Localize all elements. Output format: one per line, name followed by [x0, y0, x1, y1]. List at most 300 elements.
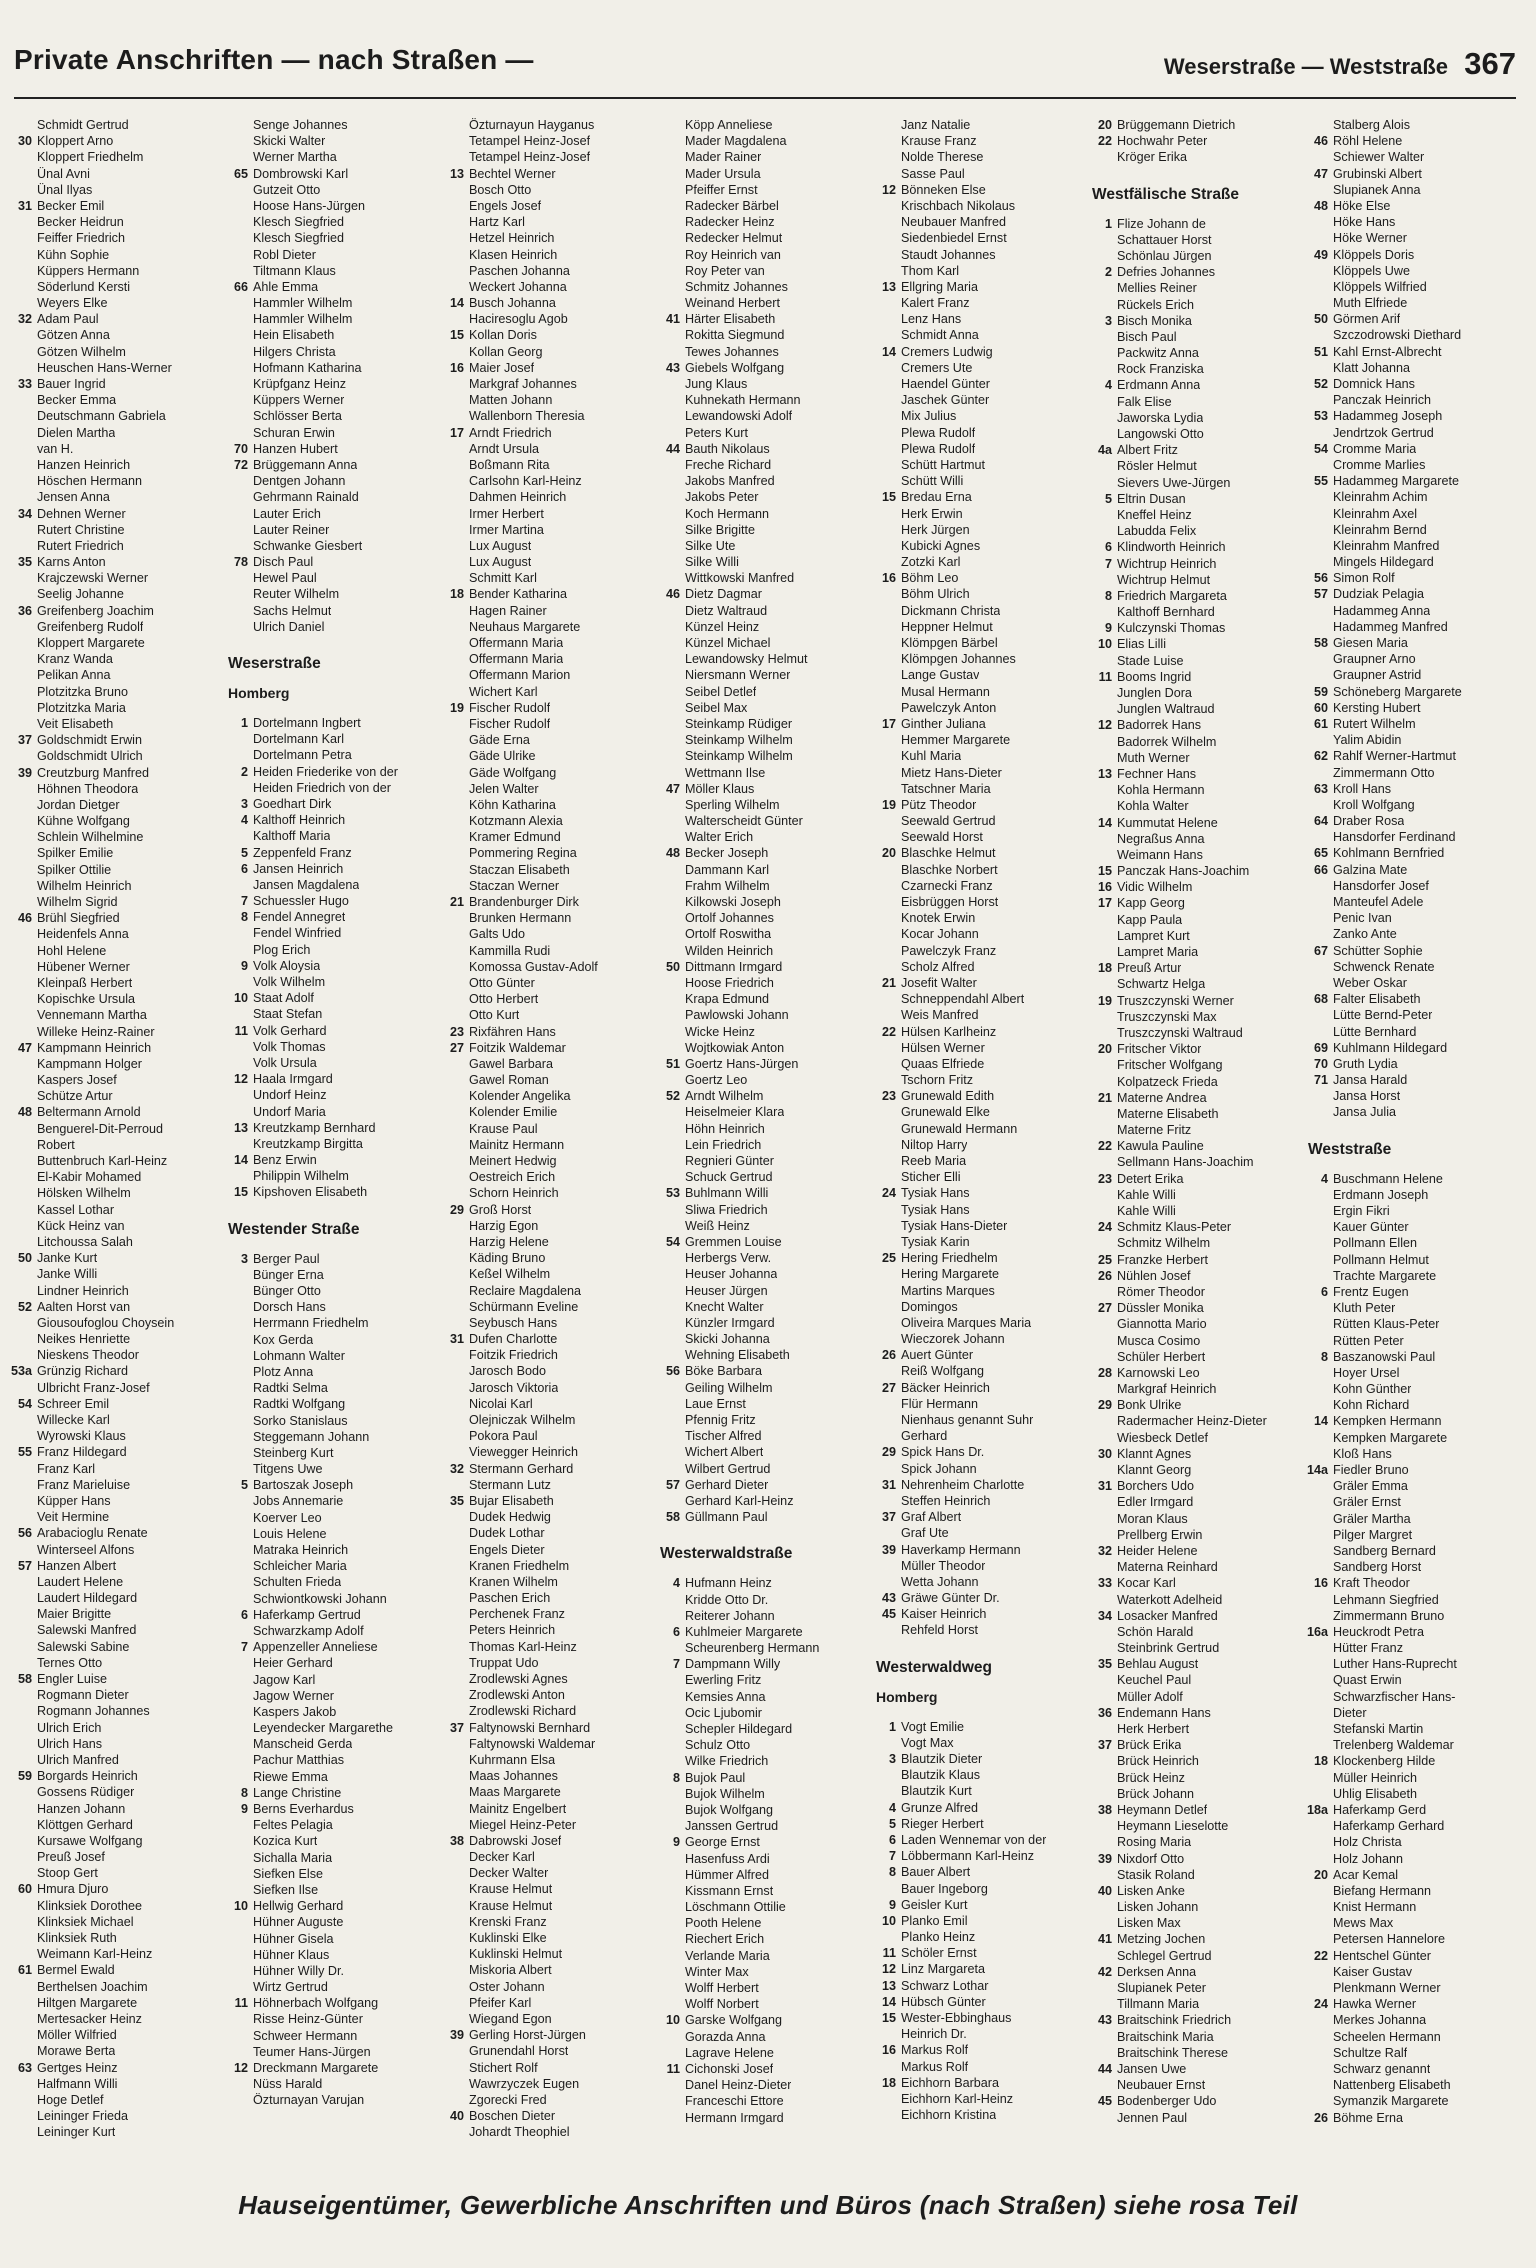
resident-name: Matten Johann	[469, 393, 553, 408]
address-entry	[874, 991, 1086, 1007]
resident-name: Kneffel Heinz	[1117, 507, 1192, 522]
house-number: 11	[234, 1023, 248, 1038]
resident-name: Bujok Wolfgang	[685, 1802, 773, 1817]
address-entry	[658, 425, 870, 441]
resident-name: Ulrich Hans	[37, 1736, 103, 1751]
address-entry	[874, 133, 1086, 149]
resident-name: Wettmann Ilse	[685, 765, 766, 780]
resident-name: Rütten Peter	[1333, 1333, 1404, 1348]
resident-name: Hölsken Wilhelm	[37, 1186, 131, 1201]
house-number: 31	[881, 1477, 896, 1492]
resident-name: Siefken Ilse	[253, 1882, 319, 1897]
house-number	[442, 991, 469, 1007]
house-number	[658, 1689, 685, 1705]
house-number	[1090, 1899, 1117, 1915]
resident-name: Disch Paul	[253, 555, 314, 570]
house-number	[874, 603, 901, 619]
house-number	[1090, 1349, 1117, 1365]
house-number: 29	[881, 1445, 896, 1460]
address-entry	[226, 1591, 438, 1607]
address-entry	[1090, 1316, 1302, 1332]
address-entry	[1306, 214, 1518, 230]
resident-name: Küppers Werner	[253, 393, 345, 408]
house-number	[10, 1266, 37, 1282]
address-entry	[10, 311, 222, 327]
house-number: 18a	[1306, 1802, 1328, 1817]
address-entry	[442, 1218, 654, 1234]
house-number	[874, 1040, 901, 1056]
address-entry	[226, 942, 438, 958]
house-number: 53	[1313, 409, 1328, 424]
address-entry	[10, 1898, 222, 1914]
house-number	[874, 1153, 901, 1169]
house-number	[658, 1851, 685, 1867]
house-number: 22	[1097, 1139, 1112, 1154]
address-entry	[442, 2011, 654, 2027]
house-number	[658, 1672, 685, 1688]
address-entry	[1090, 1834, 1302, 1850]
resident-name: Miegel Heinz-Peter	[469, 1817, 577, 1832]
house-number	[10, 570, 37, 586]
address-entry	[442, 1720, 654, 1736]
resident-name: Kempken Hermann	[1333, 1414, 1442, 1429]
address-entry	[1306, 1964, 1518, 1980]
resident-name: Badorrek Wilhelm	[1117, 734, 1217, 749]
house-number	[658, 1980, 685, 1996]
house-number	[442, 1266, 469, 1282]
resident-name: Arndt Wilhelm	[685, 1089, 764, 1104]
resident-name: Kassel Lothar	[37, 1202, 115, 1217]
address-entry	[442, 311, 654, 327]
resident-name: Kursawe Wolfgang	[37, 1833, 143, 1848]
house-number	[1306, 732, 1333, 748]
resident-name: Morawe Berta	[37, 2044, 116, 2059]
house-number: 14	[1097, 815, 1112, 830]
resident-name: Eichhorn Karl-Heinz	[901, 2091, 1013, 2106]
house-number: 57	[1313, 587, 1328, 602]
resident-name: Zeppenfeld Franz	[253, 845, 352, 860]
address-entry	[874, 1056, 1086, 1072]
resident-name: Becker Emil	[37, 198, 105, 213]
house-number	[10, 1849, 37, 1865]
address-entry	[226, 247, 438, 263]
address-entry	[442, 926, 654, 942]
resident-name: Hammler Wilhelm	[253, 312, 353, 327]
house-number	[10, 1007, 37, 1023]
resident-name: Otto Kurt	[469, 1008, 520, 1023]
house-number	[226, 925, 253, 941]
footer-note: Hauseigentümer, Gewerbliche Anschriften und Büros (nach Straßen) siehe rosa Teil	[238, 2190, 1298, 2220]
house-number	[1090, 847, 1117, 863]
house-number	[874, 781, 901, 797]
resident-name: Steggemann Johann	[253, 1429, 370, 1444]
resident-name: Wester-Ebbinghaus	[901, 2011, 1012, 2025]
address-entry	[1306, 1527, 1518, 1543]
house-number: 60	[17, 1882, 32, 1897]
house-number	[658, 247, 685, 263]
house-number	[1306, 214, 1333, 230]
address-entry	[874, 408, 1086, 424]
resident-name: Laue Ernst	[685, 1396, 746, 1411]
resident-name: Braitschink Maria	[1117, 2029, 1214, 2044]
resident-name: van H.	[37, 441, 74, 456]
resident-name: Röhl Helene	[1333, 134, 1403, 149]
house-number	[874, 457, 901, 473]
address-entry	[226, 1947, 438, 1963]
resident-name: Risse Heinz-Günter	[253, 2012, 363, 2027]
address-entry	[10, 635, 222, 651]
house-number	[874, 149, 901, 165]
resident-name: Herk Herbert	[1117, 1722, 1190, 1736]
address-entry	[226, 1639, 438, 1655]
address-entry	[226, 1348, 438, 1364]
house-number	[658, 1266, 685, 1282]
house-number	[442, 1088, 469, 1104]
resident-name: Hadammeg Anna	[1333, 603, 1431, 618]
address-entry	[10, 1347, 222, 1363]
house-number	[658, 1818, 685, 1834]
resident-name: Sperling Wilhelm	[685, 797, 780, 812]
address-entry	[874, 878, 1086, 894]
address-entry	[874, 1558, 1086, 1574]
resident-name: Volk Aloysia	[253, 958, 321, 973]
house-number	[1306, 1899, 1333, 1915]
resident-name: Böhm Ulrich	[901, 587, 970, 602]
address-entry	[10, 586, 222, 602]
resident-name: Garske Wolfgang	[685, 2013, 783, 2028]
house-number: 37	[881, 1510, 896, 1525]
resident-name: Schlein Wilhelmine	[37, 830, 144, 845]
house-number	[10, 1315, 37, 1331]
resident-name: Plewa Rudolf	[901, 425, 976, 440]
address-entry	[874, 959, 1086, 975]
house-number: 50	[1313, 312, 1328, 327]
resident-name: Salewski Sabine	[37, 1639, 130, 1654]
address-entry	[10, 1946, 222, 1962]
house-number	[1306, 1721, 1333, 1737]
house-number	[1306, 554, 1333, 570]
resident-name: Seewald Horst	[901, 830, 983, 845]
resident-name: Muth Elfriede	[1333, 296, 1408, 311]
resident-name: Dabrowski Josef	[469, 1833, 562, 1848]
address-entry	[1306, 1867, 1518, 1883]
address-entry	[1090, 1430, 1302, 1446]
house-number	[874, 538, 901, 554]
resident-name: Boschen Dieter	[469, 2109, 556, 2124]
resident-name: Herrmann Friedhelm	[253, 1316, 369, 1331]
house-number: 50	[17, 1251, 32, 1266]
house-number	[1306, 182, 1333, 198]
resident-name: Grunewald Edith	[901, 1089, 995, 1104]
address-entry	[226, 2076, 438, 2092]
house-number	[10, 1687, 37, 1703]
address-entry	[442, 1024, 654, 1040]
address-entry	[10, 2076, 222, 2092]
address-entry	[442, 1331, 654, 1347]
house-number: 47	[665, 781, 680, 796]
house-number: 54	[17, 1396, 32, 1411]
house-number	[442, 1250, 469, 1266]
address-entry	[226, 1672, 438, 1688]
house-number	[874, 1493, 901, 1509]
house-number	[442, 975, 469, 991]
resident-name: Kroll Hans	[1333, 781, 1392, 796]
house-number	[1306, 1689, 1333, 1705]
address-entry	[658, 684, 870, 700]
address-entry	[1090, 1964, 1302, 1980]
house-number	[874, 748, 901, 764]
resident-name: Wilhelm Sigrid	[37, 895, 118, 909]
resident-name: Kawula Pauline	[1117, 1139, 1204, 1154]
address-entry	[442, 813, 654, 829]
resident-name: Kipshoven Elisabeth	[253, 1185, 368, 1200]
house-number	[658, 991, 685, 1007]
address-entry	[10, 1801, 222, 1817]
resident-name: Söderlund Kersti	[37, 279, 131, 294]
house-number	[874, 1881, 901, 1897]
resident-name: Fischer Rudolf	[469, 716, 551, 731]
address-entry	[1306, 570, 1518, 586]
resident-name: Kalthoff Maria	[253, 829, 331, 844]
address-entry	[226, 1120, 438, 1136]
house-number	[226, 522, 253, 538]
resident-name: Wichert Karl	[469, 684, 538, 699]
house-number: 3	[240, 796, 248, 811]
address-entry	[10, 1768, 222, 1784]
house-number: 78	[233, 555, 248, 570]
address-entry	[874, 1024, 1086, 1040]
resident-name: Seibel Max	[685, 700, 748, 715]
house-number	[1306, 1203, 1333, 1219]
resident-name: Harzig Egon	[469, 1218, 539, 1233]
house-number	[10, 522, 37, 538]
address-entry	[874, 538, 1086, 554]
resident-name: Dudziak Pelagia	[1333, 587, 1425, 602]
address-entry	[1306, 1689, 1518, 1705]
address-entry	[1090, 1883, 1302, 1899]
house-number	[658, 279, 685, 295]
house-number	[442, 716, 469, 732]
house-number	[1306, 295, 1333, 311]
house-number	[226, 263, 253, 279]
address-entry	[442, 1266, 654, 1282]
address-entry	[226, 279, 438, 295]
resident-name: Bauer Ingrid	[37, 377, 106, 391]
address-entry	[1306, 1235, 1518, 1251]
resident-name: Bechtel Werner	[469, 166, 556, 181]
resident-name: Pooth Helene	[685, 1916, 762, 1931]
house-number: 7	[1104, 556, 1112, 571]
house-number	[442, 344, 469, 360]
address-entry	[658, 862, 870, 878]
house-number: 56	[1313, 571, 1328, 586]
house-number	[658, 910, 685, 926]
resident-name: Hadammeg Joseph	[1333, 409, 1443, 424]
resident-name: Draber Rosa	[1333, 814, 1405, 829]
house-number	[658, 1996, 685, 2012]
address-entry	[1090, 1592, 1302, 1608]
house-number	[874, 214, 901, 230]
resident-name: Petersen Hannelore	[1333, 1932, 1446, 1947]
resident-name: Sievers Uwe-Jürgen	[1117, 475, 1231, 490]
address-entry	[1090, 1899, 1302, 1915]
resident-name: Krause Paul	[469, 1121, 538, 1136]
house-number	[874, 327, 901, 343]
resident-name: Olejniczak Wilhelm	[469, 1413, 576, 1427]
resident-name: Gräler Ernst	[1333, 1495, 1401, 1510]
resident-name: Ahle Emma	[253, 279, 319, 294]
house-number: 13	[1097, 766, 1112, 781]
resident-name: Steinkamp Wilhelm	[685, 749, 793, 764]
address-entry	[1090, 216, 1302, 232]
address-entry	[658, 975, 870, 991]
house-number	[1090, 1430, 1117, 1446]
street-heading: Weserstraße	[228, 655, 321, 672]
house-number	[1306, 2077, 1333, 2093]
resident-name: Stade Luise	[1117, 653, 1184, 668]
resident-name: Endemann Hans	[1117, 1705, 1211, 1720]
resident-name: Höhn Heinrich	[685, 1121, 765, 1136]
address-entry	[442, 214, 654, 230]
resident-name: Gerhard Karl-Heinz	[685, 1493, 794, 1508]
house-number	[1306, 1527, 1333, 1543]
resident-name: Schuck Gertrud	[685, 1170, 773, 1185]
address-entry	[658, 716, 870, 732]
resident-name: Güllmann Paul	[685, 1510, 768, 1525]
resident-name: Wilden Heinrich	[685, 943, 774, 958]
house-number	[10, 1979, 37, 1995]
resident-name: Schattauer Horst	[1117, 232, 1212, 247]
address-entry	[1090, 1009, 1302, 1025]
address-entry	[10, 1315, 222, 1331]
address-entry	[874, 247, 1086, 263]
resident-name: Hübsch Günter	[901, 1994, 986, 2009]
address-entry	[442, 651, 654, 667]
resident-name: Lütte Bernd-Peter	[1333, 1008, 1433, 1023]
address-entry	[1306, 1672, 1518, 1688]
resident-name: Düssler Monika	[1117, 1301, 1204, 1316]
resident-name: Jarosch Viktoria	[469, 1380, 559, 1395]
address-entry	[226, 133, 438, 149]
address-entry	[1090, 1025, 1302, 1041]
address-entry	[658, 1575, 870, 1591]
resident-name: Paschen Johanna	[469, 263, 570, 278]
house-number	[658, 1493, 685, 1509]
house-number: 4	[888, 1800, 896, 1815]
address-entry	[658, 327, 870, 343]
resident-name: Litchoussa Salah	[37, 1234, 133, 1249]
address-entry	[874, 1606, 1086, 1622]
address-entry	[226, 1898, 438, 1914]
address-entry	[442, 619, 654, 635]
resident-name: Lange Gustav	[901, 668, 980, 683]
address-entry	[1306, 878, 1518, 894]
address-entry	[1306, 117, 1518, 133]
resident-name: Freche Richard	[685, 457, 772, 472]
address-entry	[10, 2043, 222, 2059]
district-heading: Homberg	[228, 685, 290, 701]
house-number	[1306, 1316, 1333, 1332]
address-entry	[226, 425, 438, 441]
resident-name: Mingels Hildegard	[1333, 555, 1434, 570]
resident-name: Miskoria Albert	[469, 1963, 552, 1978]
address-entry	[1090, 507, 1302, 523]
resident-name: Jansen Magdalena	[253, 877, 360, 892]
resident-name: Decker Walter	[469, 1866, 549, 1881]
resident-name: Kuklinski Helmut	[469, 1947, 563, 1962]
address-entry	[658, 522, 870, 538]
house-number	[658, 1461, 685, 1477]
address-entry	[658, 214, 870, 230]
address-entry	[442, 829, 654, 845]
house-number	[658, 1153, 685, 1169]
resident-name: Stefanski Martin	[1333, 1722, 1424, 1736]
address-entry	[658, 570, 870, 586]
address-entry	[226, 1299, 438, 1315]
resident-name: Schmitz Klaus-Peter	[1117, 1220, 1232, 1235]
address-entry	[10, 1169, 222, 1185]
address-entry	[658, 1461, 870, 1477]
house-number	[874, 1331, 901, 1347]
address-entry	[226, 731, 438, 747]
house-number	[10, 1477, 37, 1493]
house-number: 48	[1313, 198, 1328, 213]
house-number: 52	[17, 1299, 32, 1314]
house-number	[658, 1428, 685, 1444]
address-entry	[1090, 976, 1302, 992]
address-entry	[10, 2027, 222, 2043]
resident-name: Quast Erwin	[1333, 1673, 1402, 1688]
house-number	[1306, 829, 1333, 845]
resident-name: Dorsch Hans	[253, 1300, 326, 1315]
address-entry	[658, 1721, 870, 1737]
house-number: 39	[1097, 1851, 1112, 1866]
house-number	[442, 457, 469, 473]
resident-name: Markus Rolf	[901, 2059, 969, 2074]
resident-name: Leininger Kurt	[37, 2125, 116, 2140]
resident-name: Wolff Norbert	[685, 1997, 759, 2012]
house-number: 9	[240, 1802, 248, 1816]
resident-name: Heuschen Hans-Werner	[37, 360, 172, 375]
house-number	[226, 408, 253, 424]
house-number: 15	[1097, 864, 1112, 879]
house-number	[442, 1444, 469, 1460]
resident-name: Planko Heinz	[901, 1930, 976, 1945]
house-number	[10, 473, 37, 489]
resident-name: Schulten Frieda	[253, 1575, 342, 1590]
address-entry	[10, 1266, 222, 1282]
house-number	[658, 1640, 685, 1656]
address-entry	[874, 489, 1086, 505]
address-entry	[1306, 910, 1518, 926]
resident-name: Tysiak Karin	[901, 1234, 970, 1249]
resident-name: Kranz Wanda	[37, 652, 113, 667]
address-entry	[10, 279, 222, 295]
address-entry	[1306, 1024, 1518, 1040]
resident-name: Wetta Johann	[901, 1574, 979, 1589]
resident-name: Tiltmann Klaus	[253, 263, 336, 278]
resident-name: Römer Theodor	[1117, 1284, 1205, 1299]
address-entry	[658, 894, 870, 910]
address-entry	[1306, 457, 1518, 473]
house-number: 33	[17, 377, 32, 391]
house-number: 14	[881, 344, 896, 359]
resident-name: Pfeifer Karl	[469, 1995, 532, 2010]
resident-name: Volk Ursula	[253, 1055, 317, 1070]
resident-name: Wallenborn Theresia	[469, 409, 585, 424]
house-number: 10	[233, 1899, 248, 1914]
resident-name: Graupner Arno	[1333, 652, 1416, 667]
